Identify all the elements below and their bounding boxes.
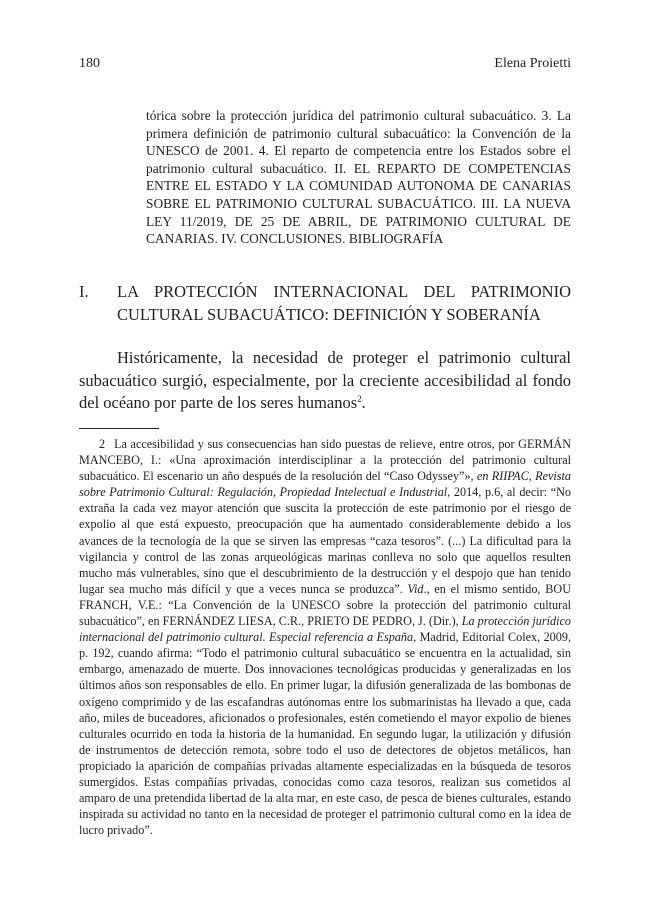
footnote-text-4: , Madrid, Editorial Colex, 2009, p. 192, cuando afirma: “Todo el patrimonio cultural subacuático se encuentra en la actualidad, sin embargo, amenazado de muerte. Dos innovaciones tecnológicas producidas y generalizadas en los últimos años son responsables de ello. En primer lugar, la difusión generalizada de las bombonas de oxígeno comprimido y de las escafandras autónomas entre los submarinistas ha llevado a que, cada año, miles de buceadores, aficionados o profesionales, estén cometiendo el mayor expolio de bienes culturales ocurrido en toda la historia de la humanidad. En segundo lugar, la utilización y difusión de instrumentos de detección remota, sobre todo el uso de detectores de objetos metálicos, han propiciado la aparición de compañías privadas altamente especializadas en la búsqueda de tesoros sumergidos. Estas compañías privadas, conocidas como caza tesoros, realizan sus cometidos al amparo de una pretendida libertad de la alta mar, en este caso, de pesca de bienes culturales, estando inspirada su actividad no tanto en la necesidad de proteger el patrimonio cultural como en la idea de lucro privado”. [79,630,572,838]
footnote-journal-title: en RIIPAC, Revista sobre Patrimonio Cultural: Regulación, Propiedad Intelectual e Industrial, [79,469,571,500]
footnote-book-title: La protección jurídico internacional del patrimonio cultural. Especial referencia a España [79,614,571,645]
footnote-separator [79,428,159,429]
table-of-contents-continuation: tórica sobre la protección jurídica del patrimonio cultural subacuático. 3. La primera definición de patrimonio cultural subacuático: la Convención de la UNESCO de 2001. 4. El reparto de competencia entre los Estados sobre el patrimonio cultural subacuático. II. EL REPARTO DE COMPETENCIAS ENTRE EL ESTADO Y LA COMUNIDAD AUTONOMA DE CANARIAS SOBRE EL PATRIMONIO CULTURAL SUBACUÁTICO. III. LA NUEVA LEY 11/2019, DE 25 DE ABRIL, DE PATRIMONIO CULTURAL DE CANARIAS. IV. CONCLUSIONES. BIBLIOGRAFÍA [146,108,571,247]
footnote-number: 2 [99,437,106,451]
footnote-text-3: ., en el mismo sentido, BOU FRANCH, V.E.: “La Convención de la UNESCO sobre la protección del patrimonio cultural subacuático”, en FERNÁNDEZ LIESA, C.R., PRIETO DE PEDRO, J. (Dir.), [79,581,571,629]
footnote-text-1: La accesibilidad y sus consecuencias han sido puestas de relieve, entre otros, por GERMÁN MANCEBO, I.: «Una aproximación interdisciplinar a la protección del patrimonio cultural subacuático. El escenario un año después de la resolución del “Caso Odyssey”», [79,437,571,484]
section-title: LA PROTECCIÓN INTERNACIONAL DEL PATRIMONIO CULTURAL SUBACUÁTICO: DEFINICIÓN Y SOBERANÍA [117,282,571,324]
paragraph-end: . [361,393,366,412]
page-number: 180 [79,56,100,71]
footnote-vid: Vid [407,581,424,596]
paragraph-text: Históricamente, la necesidad de proteger el patrimonio cultural subacuático surgió, especialmente, por la creciente accesibilidad al fondo del océano por parte de los seres humanos [79,348,571,412]
body-paragraph [79,347,571,415]
footnote-reference: 2 [357,394,362,404]
footnote [79,436,571,838]
section-number: I. [79,282,89,301]
footnote-text-2: 2014, p.6, al decir: “No extraña la cada vez mayor atención que suscita la protección de este patrimonio por el riesgo de expolio al que está expuesto, preocupación que ha aumentado considerablemente debido a los avances de la tecnología de la que se sirven las empresas “caza tesoros”. (...) La dificultad para la vigilancia y control de las zonas arqueológicas marinas conlleva no solo que aquellos resulten mucho más vulnerables, sino que el descubrimiento de la destrucción y el despojo que han tenido lugar sea mucho más difícil y que a veces nunca se produzca”. [79,485,572,596]
running-head-author: Elena Proietti [494,56,571,71]
